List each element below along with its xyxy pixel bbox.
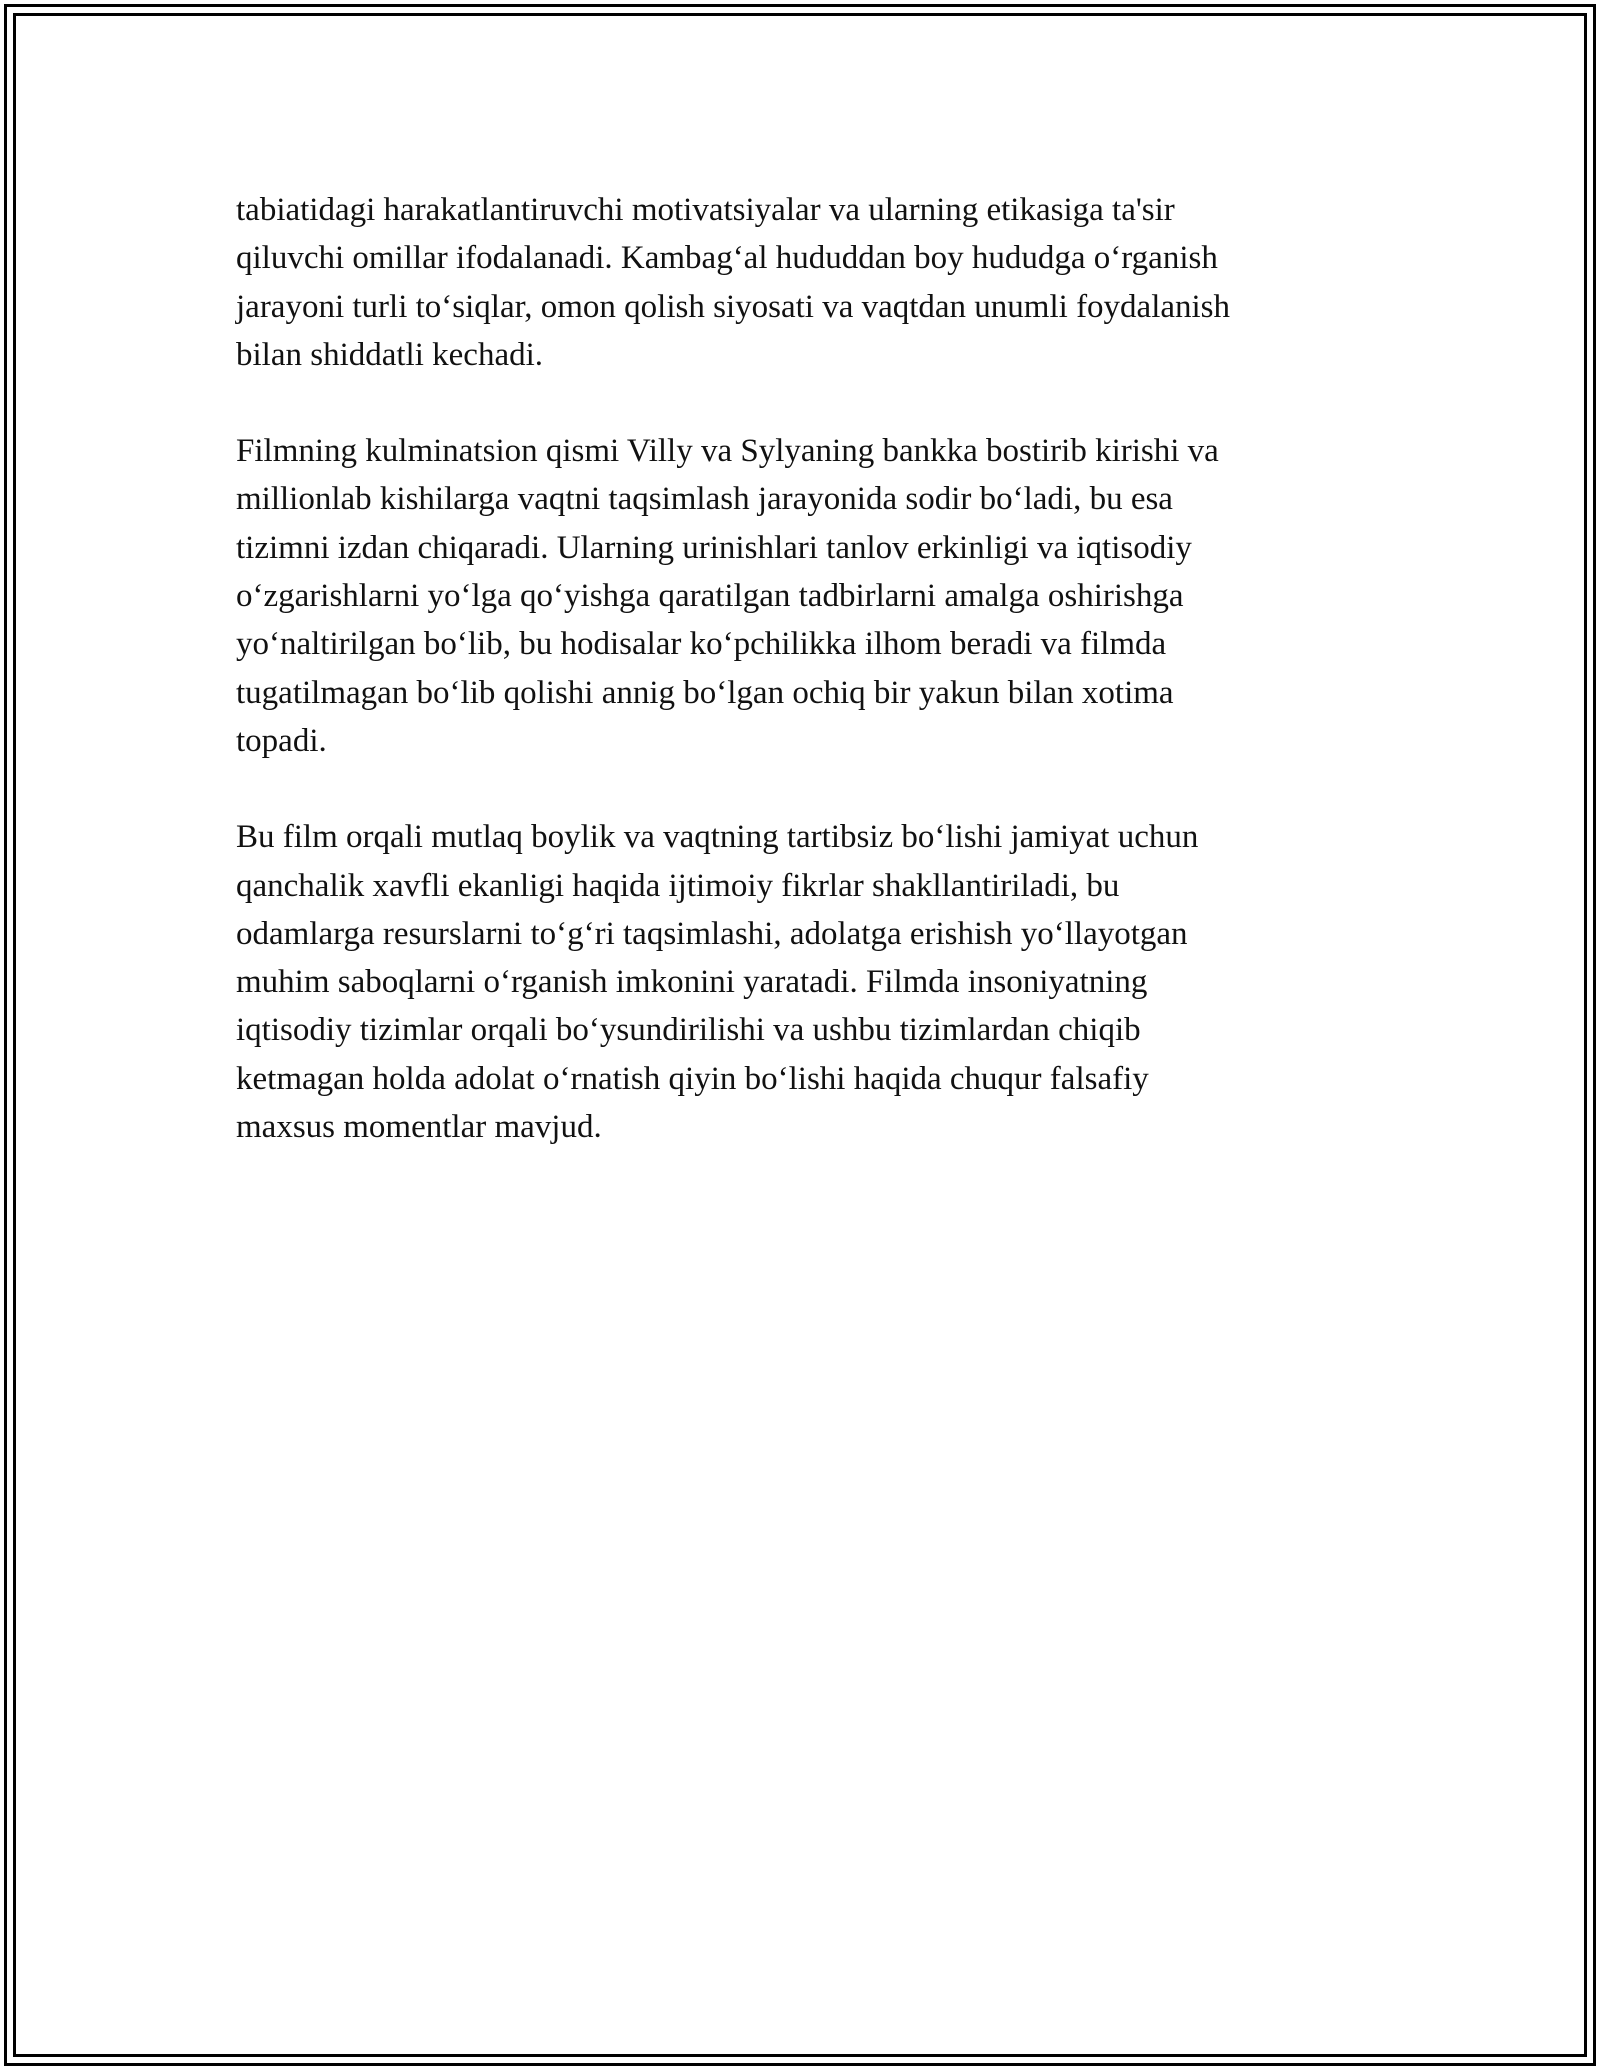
paragraph-1: [236, 186, 1366, 379]
text-line: ketmagan holda adolat o‘rnatish qiyin bo‘lishi haqida chuqur falsafiy: [236, 1060, 1149, 1097]
text-line: bilan shiddatli kechadi.: [236, 336, 544, 373]
text-line: o‘zgarishlarni yo‘lga qo‘yishga qaratilgan tadbirlarni amalga oshirishga: [236, 578, 1184, 615]
text-line: millionlab kishilarga vaqtni taqsimlash jarayonida sodir bo‘ladi, bu esa: [236, 481, 1173, 518]
text-line: Bu film orqali mutlaq boylik va vaqtning tartibsiz bo‘lishi jamiyat uchun: [236, 819, 1199, 856]
text-line: topadi.: [236, 722, 327, 759]
text-line: tizimni izdan chiqaradi. Ularning urinishlari tanlov erkinligi va iqtisodiy: [236, 529, 1192, 566]
text-line: maxsus momentlar mavjud.: [236, 1109, 602, 1146]
text-line: jarayoni turli to‘siqlar, omon qolish siyosati va vaqtdan unumli foydalanish: [236, 288, 1231, 325]
text-line: muhim saboqlarni o‘rganish imkonini yaratadi. Filmda insoniyatning: [236, 964, 1148, 1001]
text-line: iqtisodiy tizimlar orqali bo‘ysundirilishi va ushbu tizimlardan chiqib: [236, 1012, 1141, 1049]
text-line: yo‘naltirilgan bo‘lib, bu hodisalar ko‘pchilikka ilhom beradi va filmda: [236, 626, 1167, 663]
text-line: odamlarga resurslarni to‘g‘ri taqsimlashi, adolatga erishish yo‘llayotgan: [236, 915, 1188, 952]
paragraph-3: [236, 813, 1366, 1151]
paragraph-2: [236, 427, 1366, 765]
text-line: tabiatidagi harakatlantiruvchi motivatsiyalar va ularning etikasiga ta'sir: [236, 192, 1175, 228]
document-body: [236, 186, 1366, 1199]
text-line: tugatilmagan bo‘lib qolishi annig bo‘lgan ochiq bir yakun bilan xotima: [236, 674, 1174, 711]
text-line: qanchalik xavfli ekanligi haqida ijtimoiy fikrlar shakllantiriladi, bu: [236, 867, 1120, 904]
text-line: Filmning kulminatsion qismi Villy va Sylyaning bankka bostirib kirishi va: [236, 433, 1219, 470]
text-line: qiluvchi omillar ifodalanadi. Kambag‘al hududdan boy hududga o‘rganish: [236, 240, 1218, 277]
